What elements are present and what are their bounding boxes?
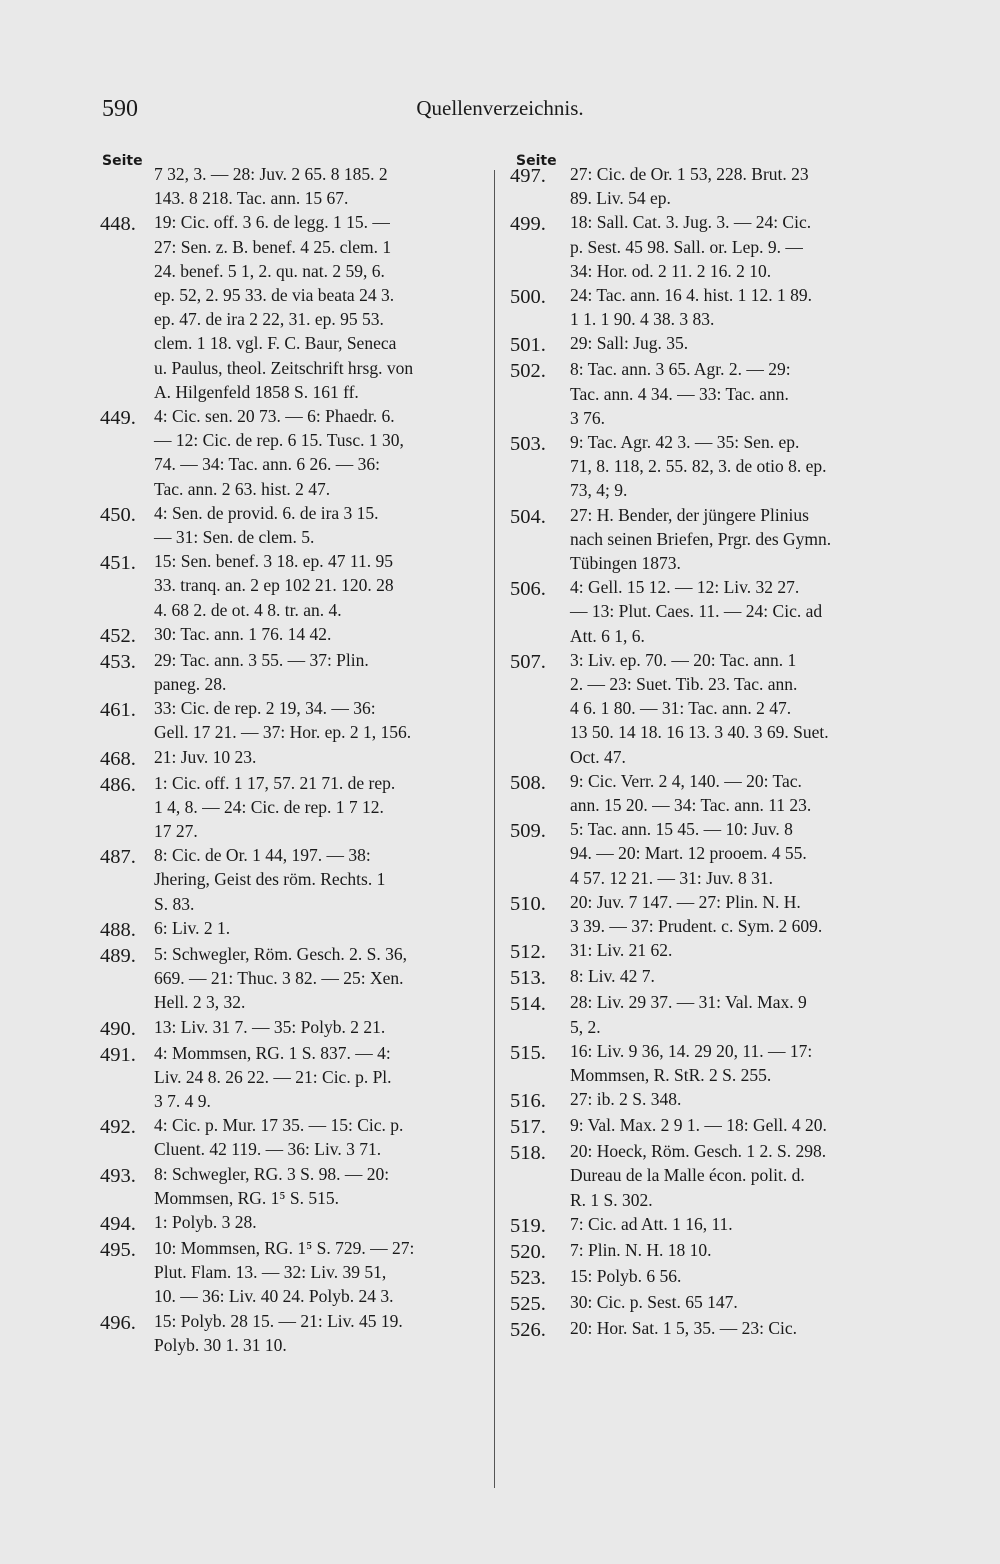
- entry-references: 24: Tac. ann. 16 4. hist. 1 12. 1 89. 1 1. 1 90. 4 38. 3 83.: [570, 285, 812, 330]
- entry-references: 6: Liv. 2 1.: [154, 917, 231, 938]
- entry-page-number: 517.: [510, 1116, 546, 1139]
- index-entry: [510, 817, 910, 890]
- index-entry: [510, 1087, 910, 1113]
- index-entry: [100, 404, 485, 501]
- index-entry: [510, 283, 910, 331]
- index-entry: [510, 890, 910, 938]
- entry-references: 28: Liv. 29 37. — 31: Val. Max. 9 5, 2.: [570, 992, 807, 1037]
- entry-references: 5: Schwegler, Röm. Gesch. 2. S. 36, 669. — 21: Thuc. 3 82. — 25: Xen. Hell. 2 3, 32.: [154, 943, 408, 1013]
- entry-page-number: 508.: [510, 771, 546, 794]
- entry-page-number: 468.: [100, 747, 136, 770]
- entry-page-number: 487.: [100, 846, 136, 869]
- index-entry: [100, 1162, 485, 1210]
- entry-page-number: 503.: [510, 433, 546, 456]
- index-entry: [510, 1264, 910, 1290]
- entry-references: 15: Polyb. 28 15. — 21: Liv. 45 19. Polyb. 30 1. 31 10.: [154, 1310, 403, 1355]
- column-divider: [494, 170, 495, 1488]
- entry-references: 4: Cic. p. Mur. 17 35. — 15: Cic. p. Cluent. 42 119. — 36: Liv. 3 71.: [154, 1115, 404, 1160]
- entry-page-number: 520.: [510, 1240, 546, 1263]
- entry-page-number: 506.: [510, 578, 546, 601]
- entry-page-number: 461.: [100, 699, 136, 722]
- entry-page-number: 493.: [100, 1164, 136, 1187]
- entry-page-number: 514.: [510, 993, 546, 1016]
- entry-references: 8: Cic. de Or. 1 44, 197. — 38: Jhering, Geist des röm. Rechts. 1 S. 83.: [154, 845, 386, 914]
- index-entry: [510, 964, 910, 990]
- index-entry: [510, 331, 910, 357]
- entry-references: 19: Cic. off. 3 6. de legg. 1 15. — 27: Sen. z. B. benef. 4 25. clem. 1 24. benef. 5 1, 2. qu. nat. 2 59, 6. ep. 52, 2. 95 33. de via beata 24 3. ep. 47. de ira 2 22, 31. ep. 95 53. clem. 1 18. vgl. F. C. Baur, Seneca u. Paulus, theol. Zeitschrift hrsg. von A. Hilgenfeld 1858 S. 161 ff.: [154, 212, 414, 402]
- index-entry: [510, 162, 910, 210]
- entry-references: 5: Tac. ann. 15 45. — 10: Juv. 8 94. — 20: Mart. 12 prooem. 4 55. 4 57. 12 21. — 31: Juv. 8 31.: [570, 819, 807, 888]
- index-entry: [100, 549, 485, 622]
- index-entry: [100, 1113, 485, 1161]
- entry-references: 30: Cic. p. Sest. 65 147.: [570, 1291, 738, 1312]
- index-entry: [100, 745, 485, 771]
- entry-references: 1: Polyb. 3 28.: [154, 1211, 257, 1232]
- index-entry: [510, 1039, 910, 1087]
- left-column: [100, 162, 485, 1357]
- entry-references: 13: Liv. 31 7. — 35: Polyb. 2 21.: [154, 1016, 386, 1037]
- entry-references: 27: Cic. de Or. 1 53, 228. Brut. 23 89. Liv. 54 ep.: [570, 164, 809, 209]
- entry-references: 7: Cic. ad Att. 1 16, 11.: [570, 1213, 733, 1234]
- entry-references: 29: Tac. ann. 3 55. — 37: Plin. paneg. 28.: [154, 649, 369, 695]
- index-entry: [510, 1139, 910, 1212]
- entry-references: 4: Gell. 15 12. — 12: Liv. 32 27. — 13: Plut. Caes. 11. — 24: Cic. ad Att. 6 1, 6.: [570, 577, 823, 646]
- index-entry: [100, 1041, 485, 1114]
- index-entry: [100, 916, 485, 942]
- index-entry: [100, 1015, 485, 1041]
- index-entry: [510, 1113, 910, 1139]
- index-entry: [510, 210, 910, 283]
- entry-page-number: 499.: [510, 213, 546, 236]
- index-entry: [100, 501, 485, 549]
- entry-references: 9: Cic. Verr. 2 4, 140. — 20: Tac. ann. 15 20. — 34: Tac. ann. 11 23.: [570, 770, 812, 816]
- entry-page-number: 448.: [100, 213, 136, 236]
- entry-references: 8: Tac. ann. 3 65. Agr. 2. — 29: Tac. ann. 4 34. — 33: Tac. ann. 3 76.: [570, 359, 791, 428]
- entry-references: 31: Liv. 21 62.: [570, 940, 673, 961]
- entry-references: 10: Mommsen, RG. 1⁵ S. 729. — 27: Plut. Flam. 13. — 32: Liv. 39 51, 10. — 36: Liv. 40 24. Polyb. 24 3.: [154, 1237, 415, 1307]
- index-entry: [510, 503, 910, 576]
- index-entry: [510, 648, 910, 769]
- entry-page-number: 509.: [510, 820, 546, 843]
- entry-page-number: 491.: [100, 1043, 136, 1066]
- entry-page-number: 507.: [510, 650, 546, 673]
- entry-page-number: 516.: [510, 1090, 546, 1113]
- entry-page-number: 450.: [100, 503, 136, 526]
- entry-references: 27: ib. 2 S. 348.: [570, 1089, 682, 1110]
- entry-page-number: 494.: [100, 1212, 136, 1235]
- entry-references: 1: Cic. off. 1 17, 57. 21 71. de rep. 1 4, 8. — 24: Cic. de rep. 1 7 12. 17 27.: [154, 772, 396, 842]
- entry-page-number: 518.: [510, 1142, 546, 1165]
- entry-references: 4: Sen. de provid. 6. de ira 3 15. — 31: Sen. de clem. 5.: [154, 502, 379, 548]
- right-column: [510, 162, 910, 1342]
- entry-page-number: 523.: [510, 1266, 546, 1289]
- entry-references: 33: Cic. de rep. 2 19, 34. — 36: Gell. 17 21. — 37: Hor. ep. 2 1, 156.: [154, 698, 412, 743]
- entry-references: 7: Plin. N. H. 18 10.: [570, 1239, 712, 1260]
- index-entry: [100, 622, 485, 648]
- entry-page-number: [100, 162, 154, 164]
- entry-page-number: 488.: [100, 918, 136, 941]
- entry-page-number: 453.: [100, 650, 136, 673]
- entry-page-number: 496.: [100, 1311, 136, 1334]
- entry-references: 20: Juv. 7 147. — 27: Plin. N. H. 3 39. — 37: Prudent. c. Sym. 2 609.: [570, 891, 823, 937]
- entry-page-number: 451.: [100, 552, 136, 575]
- index-entry: [100, 1210, 485, 1236]
- index-entry: [510, 1290, 910, 1316]
- index-entry: [510, 357, 910, 430]
- entry-page-number: 500.: [510, 286, 546, 309]
- running-title: Quellenverzeichnis.: [416, 96, 584, 120]
- index-entry: [100, 696, 485, 744]
- entry-page-number: 504.: [510, 505, 546, 528]
- index-entry: [510, 1212, 910, 1238]
- entry-references: 3: Liv. ep. 70. — 20: Tac. ann. 1 2. — 23: Suet. Tib. 23. Tac. ann. 4 6. 1 80. — 31: Tac. ann. 2 47. 13 50. 14 18. 16 13. 3 40. 3 69. Suet. Oct. 47.: [570, 649, 829, 767]
- entry-page-number: 489.: [100, 944, 136, 967]
- index-entry: [100, 162, 485, 210]
- entry-page-number: 525.: [510, 1292, 546, 1315]
- entry-references: 15: Sen. benef. 3 18. ep. 47 11. 95 33. tranq. an. 2 ep 102 21. 120. 28 4. 68 2. de ot. 4 8. tr. an. 4.: [154, 551, 394, 620]
- entry-page-number: 495.: [100, 1238, 136, 1261]
- page-number: 590: [102, 96, 138, 122]
- entry-references: 30: Tac. ann. 1 76. 14 42.: [154, 623, 332, 644]
- entry-references: 29: Sall: Jug. 35.: [570, 333, 689, 354]
- index-entry: [100, 1309, 485, 1357]
- index-entry: [100, 210, 485, 404]
- right-column-heading: Seite: [516, 153, 557, 169]
- index-entry: [100, 942, 485, 1015]
- entry-page-number: 449.: [100, 407, 136, 430]
- entry-page-number: 501.: [510, 334, 546, 357]
- index-entry: [100, 843, 485, 916]
- index-entry: [100, 1236, 485, 1309]
- entry-page-number: 512.: [510, 941, 546, 964]
- left-column-heading: Seite: [102, 153, 143, 169]
- entry-page-number: 490.: [100, 1017, 136, 1040]
- entry-references: 8: Liv. 42 7.: [570, 966, 655, 987]
- entry-page-number: 515.: [510, 1041, 546, 1064]
- entry-references: 16: Liv. 9 36, 14. 29 20, 11. — 17: Mommsen, R. StR. 2 S. 255.: [570, 1040, 813, 1085]
- entry-references: 9: Tac. Agr. 42 3. — 35: Sen. ep. 71, 8. 118, 2. 55. 82, 3. de otio 8. ep. 73, 4; 9.: [570, 432, 827, 501]
- entry-references: 15: Polyb. 6 56.: [570, 1265, 682, 1286]
- index-entry: [100, 648, 485, 696]
- index-entry: [510, 430, 910, 503]
- entry-page-number: 486.: [100, 773, 136, 796]
- entry-references: 4: Cic. sen. 20 73. — 6: Phaedr. 6. — 12: Cic. de rep. 6 15. Tusc. 1 30, 74. — 34: Tac. ann. 6 26. — 36: Tac. ann. 2 63. hist. 2 47.: [154, 406, 404, 499]
- entry-page-number: 513.: [510, 967, 546, 990]
- entry-page-number: 519.: [510, 1214, 546, 1237]
- entry-references: 7 32, 3. — 28: Juv. 2 65. 8 185. 2 143. 8 218. Tac. ann. 15 67.: [154, 164, 388, 209]
- index-entry: [510, 990, 910, 1038]
- entry-references: 18: Sall. Cat. 3. Jug. 3. — 24: Cic. p. Sest. 45 98. Sall. or. Lep. 9. — 34: Hor. od. 2 11. 2 16. 2 10.: [570, 212, 812, 281]
- entry-references: 21: Juv. 10 23.: [154, 746, 257, 767]
- entry-page-number: 452.: [100, 624, 136, 647]
- entry-page-number: 502.: [510, 360, 546, 383]
- entry-references: 4: Mommsen, RG. 1 S. 837. — 4: Liv. 24 8. 26 22. — 21: Cic. p. Pl. 3 7. 4 9.: [154, 1042, 392, 1111]
- entry-references: 27: H. Bender, der jüngere Plinius nach seinen Briefen, Prgr. des Gymn. Tübingen 1873.: [570, 504, 832, 574]
- entry-references: 20: Hor. Sat. 1 5, 35. — 23: Cic.: [570, 1317, 798, 1338]
- index-entry: [510, 769, 910, 817]
- entry-references: 8: Schwegler, RG. 3 S. 98. — 20: Mommsen, RG. 1⁵ S. 515.: [154, 1163, 390, 1208]
- index-entry: [100, 771, 485, 844]
- index-entry: [510, 575, 910, 648]
- index-entry: [510, 1238, 910, 1264]
- index-entry: [510, 938, 910, 964]
- entry-references: 20: Hoeck, Röm. Gesch. 1 2. S. 298. Dureau de la Malle écon. polit. d. R. 1 S. 302.: [570, 1141, 827, 1210]
- index-entry: [510, 1316, 910, 1342]
- entry-page-number: 510.: [510, 892, 546, 915]
- entry-page-number: 526.: [510, 1318, 546, 1341]
- entry-page-number: 492.: [100, 1116, 136, 1139]
- entry-references: 9: Val. Max. 2 9 1. — 18: Gell. 4 20.: [570, 1115, 827, 1136]
- entry-page-number: 497.: [510, 165, 546, 187]
